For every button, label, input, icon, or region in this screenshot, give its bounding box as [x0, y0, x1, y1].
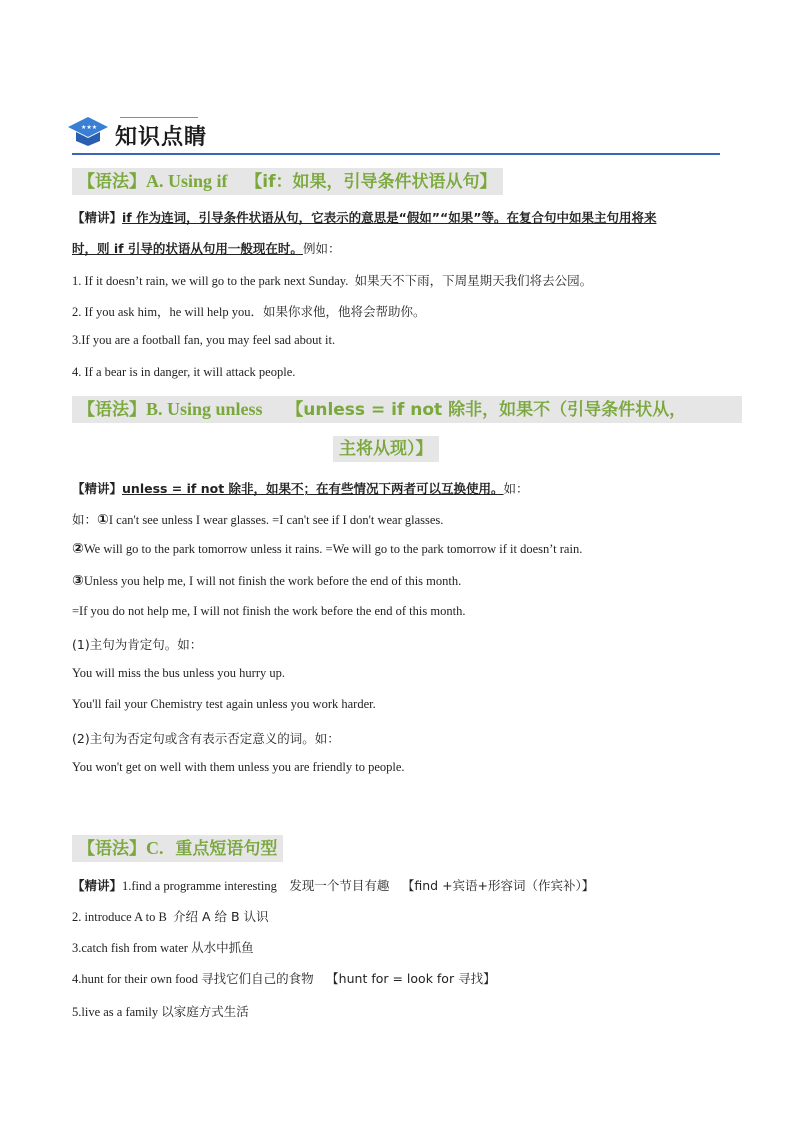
section-a-banner — [72, 168, 503, 195]
example-2 — [72, 302, 425, 320]
unless-example-3 — [72, 573, 461, 589]
example-zh: 如果天不下雨，下周星期天我们将去公园。 — [354, 273, 593, 288]
unless-example-3-alt — [72, 604, 465, 619]
phrase-3 — [72, 938, 254, 956]
section-a-note: 【if：如果，引导条件状语从句】 — [245, 172, 497, 192]
example-en: 2. If you ask him，he will help you． — [72, 305, 263, 319]
section-a-explanation-2 — [72, 239, 340, 257]
phrase-zh: 介绍 A 给 B 认识 — [173, 909, 269, 924]
phrase-note: 【find +宾语+形容词（作宾补）】 — [401, 878, 595, 893]
example-en: Unless you help me, I will not finish the work before the end of this month. — [83, 574, 462, 588]
section-a-title: A. Using if — [146, 171, 228, 191]
explanation-text: 时，则 if 引导的状语从句用一般现在时。 — [72, 241, 303, 256]
section-c-banner — [72, 835, 283, 862]
phrase-zh: 从水中抓鱼 — [191, 940, 254, 955]
section-a-prefix: 【语法】 — [78, 172, 146, 192]
header-top-rule — [120, 117, 198, 118]
section-b-prefix: 【语法】 — [78, 400, 146, 420]
phrase-en: 5.live as a family — [72, 1005, 159, 1019]
example-zh: 如果你求他，他将会帮助你。 — [262, 304, 426, 319]
section-b-note: 【unless = if not 除非，如果不（引导条件状从， — [286, 400, 687, 420]
phrase-zh: 寻找它们自己的食物 — [201, 971, 314, 986]
case-2-title: (2)主句为否定句或含有表示否定意义的词。如： — [72, 731, 340, 746]
jingjiang-label: 【精讲】 — [72, 210, 123, 225]
case-1-example-2: You'll fail your Chemistry test again unless you work harder. — [72, 697, 376, 711]
section-a-explanation-1 — [72, 208, 656, 226]
phrase-en: 4.hunt for their own food — [72, 972, 199, 986]
phrase-4 — [72, 969, 496, 987]
example-3 — [72, 333, 335, 348]
section-b-banner — [72, 396, 742, 423]
explanation-text: unless = if not 除非，如果不；在有些情况下两者可以互换使用。 — [122, 481, 504, 496]
phrase-2 — [72, 907, 269, 925]
unless-example-1 — [72, 510, 443, 528]
case-2-example-1: You won't get on well with them unless you are friendly to people. — [72, 760, 405, 774]
section-b-title: B. Using unless — [146, 399, 263, 419]
phrase-en: 2. introduce A to B — [72, 910, 167, 924]
phrase-zh: 发现一个节目有趣 — [289, 878, 390, 893]
graduation-cap-icon — [66, 115, 110, 149]
case-1-example-1: You will miss the bus unless you hurry up. — [72, 666, 285, 680]
phrase-en: 3.catch fish from water — [72, 941, 188, 955]
explanation-tail: 如： — [503, 481, 529, 496]
explanation-text: if 作为连词，引导条件状语从句，它表示的意思是“假如”“如果”等。在复合句中如果主句用将来 — [122, 210, 657, 225]
example-en: I can't see unless I wear glasses. =I can't see if I don't wear glasses. — [108, 513, 444, 527]
circled-number-2: ② — [72, 541, 84, 557]
phrase-5 — [72, 1002, 249, 1020]
example-prefix: 如： — [72, 512, 98, 527]
header-divider — [72, 153, 720, 155]
phrase-en: 1.find a programme interesting — [122, 879, 277, 893]
circled-number-3: ③ — [72, 573, 84, 589]
jingjiang-label: 【精讲】 — [72, 878, 123, 893]
circled-number-1: ① — [97, 512, 109, 528]
example-en: 4. If a bear is in danger, it will attack people. — [72, 365, 296, 379]
page-title: 知识点睛 — [115, 125, 208, 150]
section-b-note-cont: 主将从现）】 — [339, 439, 433, 459]
unless-example-2 — [72, 541, 582, 557]
section-c-title: 重点短语句型 — [175, 839, 278, 859]
svg-text:★★★: ★★★ — [81, 124, 98, 131]
phrase-1 — [72, 876, 594, 894]
example-en: 1. If it doesn’t rain, we will go to the park next Sunday. — [72, 274, 349, 288]
phrase-note: 【hunt for = look for 寻找】 — [326, 971, 496, 986]
section-b-banner-cont — [333, 436, 439, 462]
phrase-zh: 以家庭方式生活 — [161, 1004, 249, 1019]
example-4 — [72, 365, 295, 380]
jingjiang-label: 【精讲】 — [72, 481, 123, 496]
section-c-prefix: 【语法】 — [78, 839, 146, 859]
example-en: =If you do not help me, I will not finish the work before the end of this month. — [72, 604, 466, 618]
example-1 — [72, 271, 592, 289]
explanation-tail: 例如： — [302, 241, 341, 256]
case-1-title: (1)主句为肯定句。如： — [72, 637, 203, 652]
example-en: We will go to the park tomorrow unless it rains. =We will go to the park tomorrow if it doesn’t rain. — [83, 542, 583, 556]
section-c-letter: C. — [146, 838, 164, 858]
example-en: 3.If you are a football fan, you may feel sad about it. — [72, 333, 336, 347]
section-b-explanation — [72, 479, 529, 497]
